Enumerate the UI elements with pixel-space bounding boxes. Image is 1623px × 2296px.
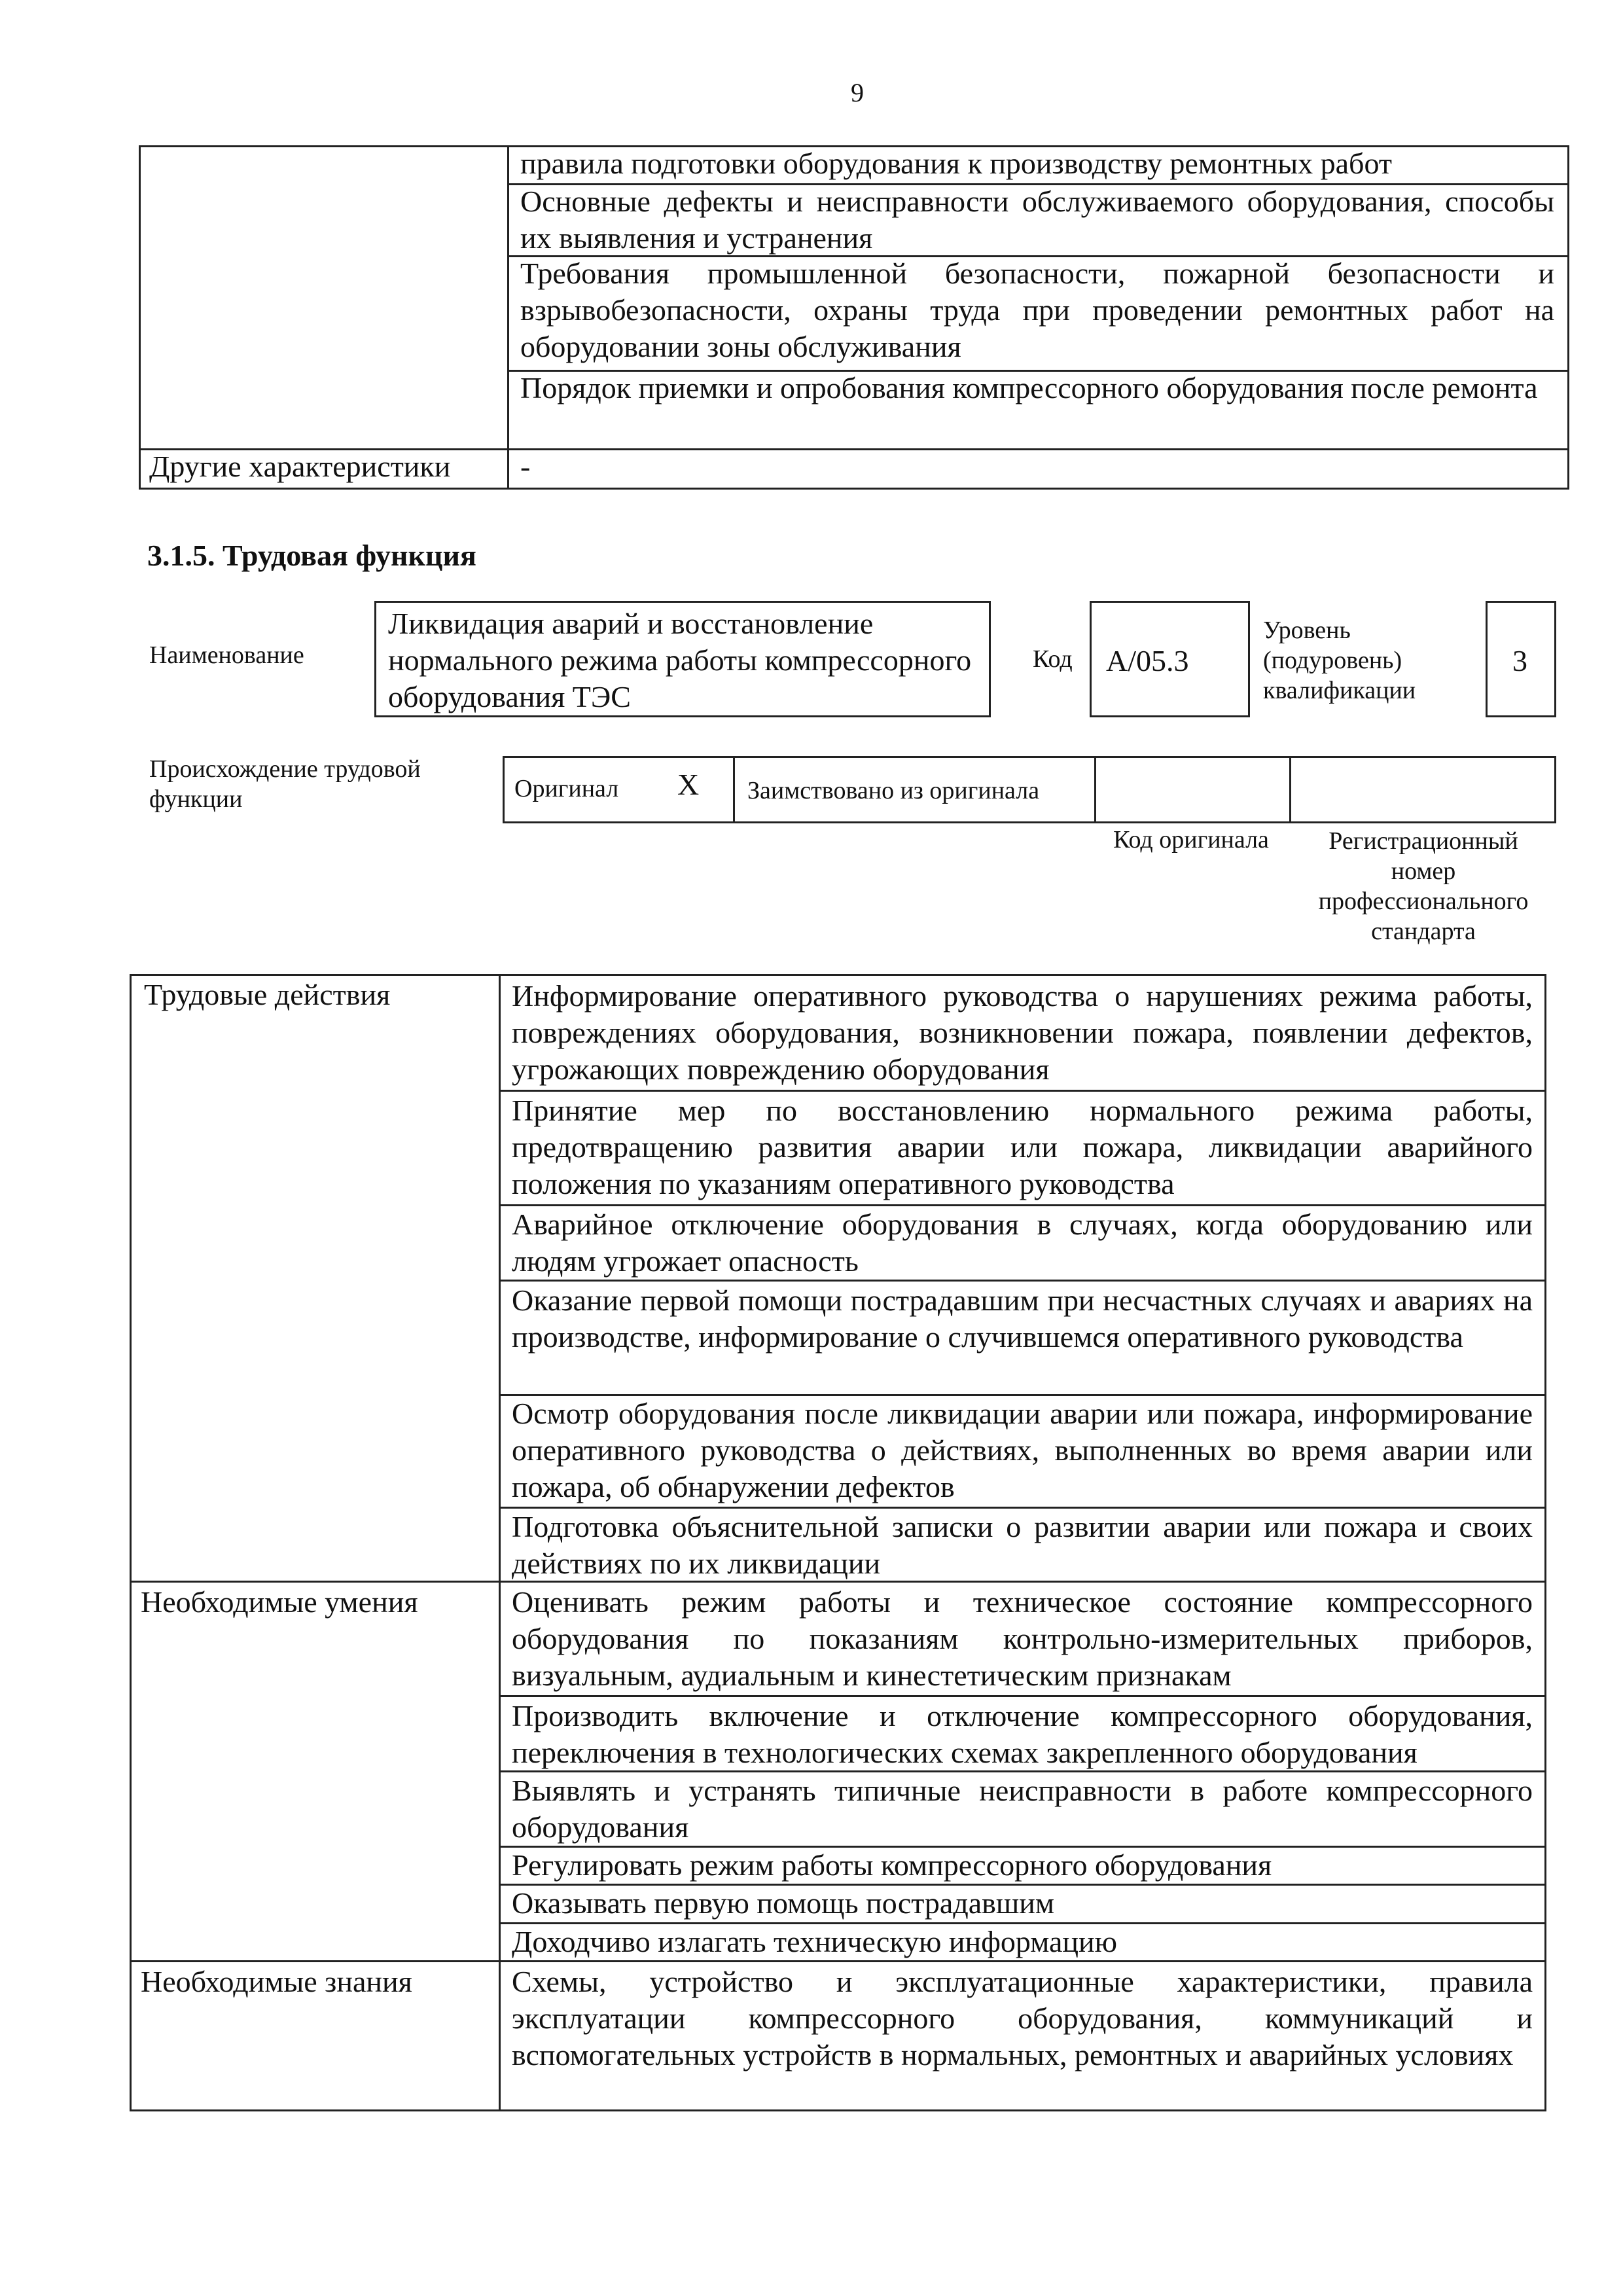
table-cell: Порядок приемки и опробования компрессорного оборудования после ремонта bbox=[520, 371, 1538, 404]
table-border bbox=[1544, 974, 1546, 2111]
table-cell: Регулировать режим работы компрессорного оборудования bbox=[512, 1848, 1272, 1882]
table-cell: Схемы, устройство и эксплуатационные характеристики, правила эксплуатации компрессорного оборудования, коммуникаций и вспомогательных устройств в нормальных, ремонтных и аварийных условиях bbox=[512, 1965, 1533, 2072]
table-cell: Принятие мер по восстановлению нормального режима работы, предотвращению развития аварии или пожара, ликвидации аварийного положения по указаниям оперативного руководства bbox=[512, 1094, 1533, 1200]
table-border bbox=[499, 974, 501, 2111]
table-cell: Оказывать первую помощь пострадавшим bbox=[512, 1886, 1055, 1920]
original-mark: X bbox=[677, 768, 700, 801]
table-border bbox=[733, 756, 735, 823]
page-number: 9 bbox=[851, 78, 864, 107]
table-cell: Требования промышленной безопасности, пожарной безопасности и взрывобезопасности, охраны труда при проведении ремонтных работ на оборудовании зоны обслуживания bbox=[520, 257, 1554, 363]
name-label: Наименование bbox=[149, 641, 304, 669]
table-border bbox=[139, 145, 141, 489]
table-cell: Основные дефекты и неисправности обслуживаемого оборудования, способы их выявления и устранения bbox=[520, 185, 1554, 255]
table-border bbox=[499, 1280, 1546, 1282]
name-box bbox=[374, 601, 991, 717]
code-box bbox=[1090, 601, 1250, 717]
code-label: Код bbox=[1033, 645, 1073, 673]
section-title: 3.1.5. Трудовая функция bbox=[147, 539, 476, 572]
table-cell: Аварийное отключение оборудования в случаях, когда оборудованию или людям угрожает опасность bbox=[512, 1208, 1533, 1278]
table-cell: Доходчиво излагать техническую информацию bbox=[512, 1925, 1118, 1958]
code-original-label: Код оригинала bbox=[1113, 826, 1269, 853]
table-border bbox=[139, 488, 1569, 490]
group-label-knowledge: Необходимые знания bbox=[141, 1965, 412, 1998]
table-cell: Выявлять и устранять типичные неисправности в работе компрессорного оборудования bbox=[512, 1774, 1533, 1844]
borrowed-label: Заимствовано из оригинала bbox=[747, 777, 1040, 804]
table-cell: правила подготовки оборудования к производству ремонтных работ bbox=[520, 147, 1392, 180]
group-label-actions: Трудовые действия bbox=[144, 978, 391, 1011]
origin-label: Происхождение трудовой функции bbox=[149, 755, 421, 813]
table-border bbox=[503, 821, 1556, 823]
table-border bbox=[1567, 145, 1569, 489]
table-border bbox=[1554, 756, 1556, 823]
table-cell: Производить включение и отключение компрессорного оборудования, переключения в технологических схемах закрепленного оборудования bbox=[512, 1699, 1533, 1769]
table-border bbox=[503, 756, 1556, 758]
table-cell: Подготовка объяснительной записки о развитии аварии или пожара и своих действиях по их ликвидации bbox=[512, 1510, 1533, 1580]
level-box bbox=[1486, 601, 1556, 717]
table-border bbox=[499, 1090, 1546, 1092]
table-border bbox=[507, 145, 509, 489]
table-border bbox=[130, 1960, 1546, 1962]
group-label-skills: Необходимые умения bbox=[141, 1585, 418, 1619]
table-border bbox=[1289, 756, 1291, 823]
table-border bbox=[499, 1695, 1546, 1697]
table-border bbox=[130, 974, 132, 2111]
table-border bbox=[130, 2109, 1546, 2111]
table-cell: Информирование оперативного руководства о нарушениях режима работы, повреждениях оборудования, возникновении пожара, появлении дефектов, угрожающих повреждению оборудования bbox=[512, 979, 1533, 1086]
table-border bbox=[1094, 756, 1096, 823]
level-value: 3 bbox=[1512, 644, 1527, 677]
table-cell: - bbox=[520, 450, 531, 483]
level-label: Уровень (подуровень) квалификации bbox=[1263, 617, 1416, 704]
table-cell: Оценивать режим работы и техническое состояние компрессорного оборудования по показаниям контрольно-измерительных приборов, визуальным, аудиальным и кинестетическим признакам bbox=[512, 1585, 1533, 1692]
table-cell: Осмотр оборудования после ликвидации аварии или пожара, информирование оперативного руководства о действиях, выполненных во время аварии или пожара, об обнаружении дефектов bbox=[512, 1397, 1533, 1503]
original-label: Оригинал bbox=[514, 775, 619, 802]
table-row-label: Другие характеристики bbox=[149, 450, 451, 483]
reg-number-label: Регистрационный номер профессионального стандарта bbox=[1318, 827, 1529, 945]
name-value: Ликвидация аварий и восстановление нормального режима работы компрессорного оборудования ТЭС bbox=[388, 607, 972, 713]
table-cell: Оказание первой помощи пострадавшим при несчастных случаях и авариях на производстве, информирование о случившемся оперативного руководства bbox=[512, 1283, 1533, 1354]
table-border bbox=[503, 756, 505, 823]
table-border bbox=[130, 974, 1546, 976]
code-value: A/05.3 bbox=[1106, 644, 1189, 677]
